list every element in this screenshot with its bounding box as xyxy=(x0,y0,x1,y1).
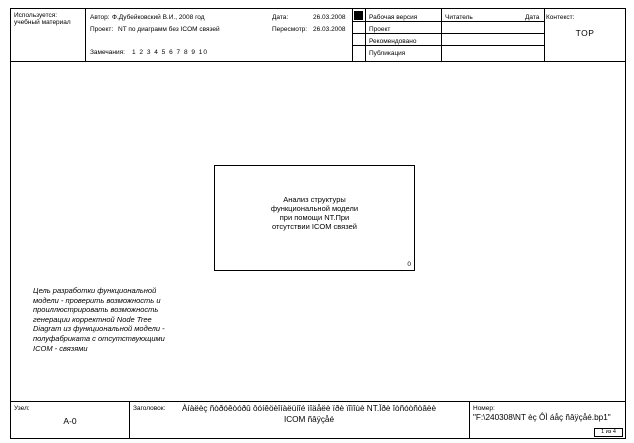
reader-date-label: Дата xyxy=(525,14,540,21)
function-box-number: 0 xyxy=(407,261,411,268)
revision-value: 26.03.2008 xyxy=(313,26,346,33)
status-marker[interactable] xyxy=(354,11,363,20)
status-draft[interactable]: Проект xyxy=(369,26,391,33)
date-value: 26.03.2008 xyxy=(313,14,346,21)
divider xyxy=(365,9,366,61)
divider xyxy=(85,9,86,61)
status-publication[interactable]: Публикация xyxy=(369,50,406,57)
node-label: Узел: xyxy=(14,405,30,412)
page-indicator: 1 из 4 xyxy=(594,428,623,437)
title-value[interactable]: Àíàëèç ñòðóêòóðû ôóíêöèîíàëüíîé ìîäåëè ïðè ïîìîùè NT.Ïðè îòñóòñòâèè ICOM ñâÿçåé xyxy=(181,404,437,424)
status-recommended[interactable]: Рекомендовано xyxy=(369,38,417,45)
divider xyxy=(352,21,544,22)
divider xyxy=(352,9,353,61)
header-block xyxy=(11,9,625,62)
diagram-frame xyxy=(10,8,626,439)
status-working[interactable]: Рабочая версия xyxy=(369,14,418,21)
number-value[interactable]: "F:\240308\NT èç ÔÌ áåç ñâÿçåé.bp1" xyxy=(473,413,611,422)
date-label: Дата: xyxy=(272,14,289,21)
divider xyxy=(129,402,130,439)
purpose-text[interactable]: Цель разработки функциональной модели - проверить возможность и проиллюстрировать возможность генерации корректной Node Tree Diagram из функциональной модели - полуфабриката с отсутствующими ICOM - связями xyxy=(33,286,165,353)
author-value: Ф.Дубейковский В.И., 2008 год xyxy=(112,14,205,21)
divider xyxy=(441,9,442,61)
function-box[interactable] xyxy=(214,165,415,271)
project-label: Проект: xyxy=(90,26,114,33)
divider xyxy=(352,33,544,34)
used-at-label: Используется: учебный материал xyxy=(14,12,71,26)
notes-value[interactable]: 1 2 3 4 5 6 7 8 9 10 xyxy=(132,49,209,56)
number-label: Номер: xyxy=(473,405,495,412)
divider xyxy=(469,402,470,439)
notes-label: Замечания: xyxy=(90,49,125,56)
footer-block xyxy=(11,401,625,439)
node-value[interactable]: A-0 xyxy=(63,416,77,426)
project-value: NT по диаграмм без ICOM связей xyxy=(118,26,220,33)
reader-label: Читатель xyxy=(445,14,473,21)
function-box-label: Анализ структуры функциональной модели при помощи NT.При отсутствии ICOM связей xyxy=(270,195,359,231)
divider xyxy=(352,45,544,46)
revision-label: Пересмотр: xyxy=(272,26,308,33)
author-label: Автор: xyxy=(90,14,110,21)
context-label: Контекст: xyxy=(546,14,575,21)
title-label: Заголовок: xyxy=(133,405,166,412)
context-value[interactable]: TOP xyxy=(575,28,595,38)
